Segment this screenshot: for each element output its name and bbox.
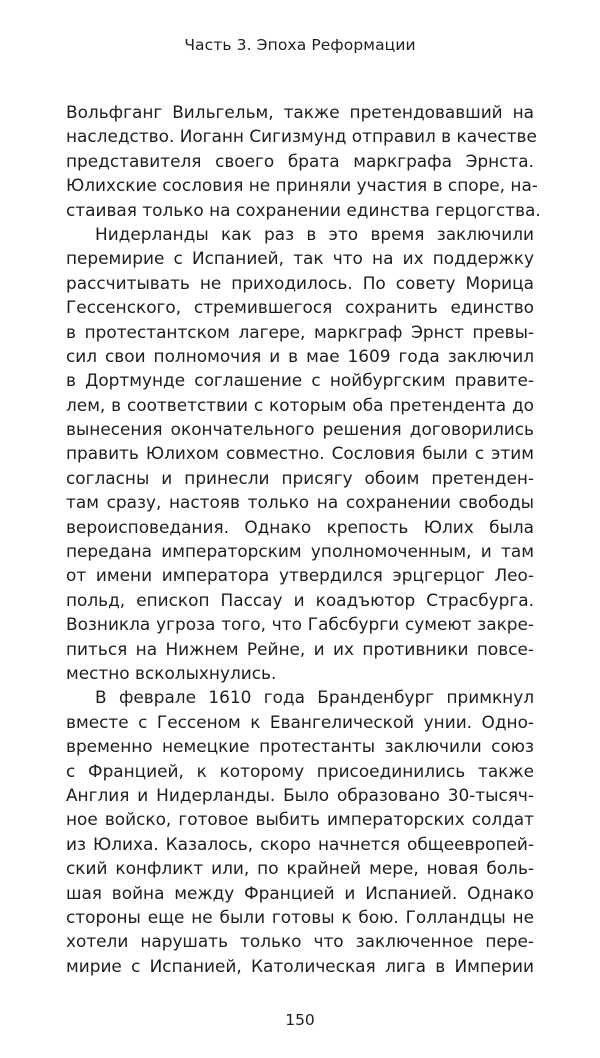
text-line: стаивая только на сохранении единства герцогства. [66, 199, 541, 220]
text-line: сил свои полномочия и в мае 1609 года заключил [66, 345, 534, 366]
text-line: ский конфликт или, по крайней мере, новая боль- [66, 858, 534, 879]
text-line: вместе с Гессеном к Евангелической унии. Одно- [66, 711, 534, 732]
text-line: Возникла угроза того, что Габсбурги сумеют закре- [66, 614, 534, 635]
text-line: Вольфганг Вильгельм, также претендовавший на [66, 102, 534, 122]
text-line: передана императорским уполномоченным, и там [66, 541, 534, 562]
text-line: из Юлиха. Казалось, скоро начнется общеевропей- [66, 833, 534, 854]
text-line: лем, в соответствии с которым оба претендента до [66, 394, 534, 415]
text-line: Юлихские сословия не приняли участия в споре, на- [66, 175, 538, 196]
text-line: мирие с Испанией, Католическая лига в Империи [66, 955, 534, 976]
text-line: наследство. Иоганн Сигизмунд отправил в качестве [66, 126, 537, 147]
text-line: рассчитывать не приходилось. По совету Морица [66, 272, 534, 293]
text-line: польд, епископ Пассау и коадъютор Страсбурга. [66, 589, 534, 610]
text-line: В феврале 1610 года Бранденбург примкнул [95, 687, 534, 708]
running-header: Часть 3. Эпоха Реформации [184, 36, 416, 54]
text-line: ное войско, готовое выбить императорских солдат [66, 809, 534, 830]
text-line: вероисповедания. Однако крепость Юлих была [66, 516, 534, 537]
text-line: в Дортмунде соглашение с нойбургским правите- [66, 370, 534, 391]
text-line: стороны еще не были готовы к бою. Голландцы не [66, 906, 534, 927]
text-line: хотели нарушать только что заключенное пере- [66, 931, 534, 952]
text-line: Нидерланды как раз в это время заключили [95, 223, 534, 244]
text-line: вынесения окончательного решения договорились [66, 419, 534, 440]
text-line: Гессенского, стремившегося сохранить единство [66, 297, 534, 318]
paragraph [66, 222, 534, 685]
text-line: питься на Нижнем Рейне, и их противники повсе- [66, 638, 534, 659]
body-text [66, 100, 541, 978]
text-line: временно немецкие протестанты заключили союз [66, 736, 534, 757]
paragraph [66, 685, 534, 978]
text-line: от имени императора утвердился эрцгерцог Лео- [66, 565, 534, 586]
paragraph [66, 100, 541, 222]
text-line: представителя своего брата маркграфа Эрнста. [66, 150, 534, 171]
text-line: в протестантском лагере, маркграф Эрнст превы- [66, 321, 534, 342]
text-line: с Францией, к которому присоединились также [66, 760, 534, 781]
page-number: 150 [285, 1011, 315, 1029]
text-line: местно всколыхнулись. [66, 662, 277, 683]
text-line: согласны и принесли присягу обоим претенден- [66, 467, 534, 488]
text-line: шая война между Францией и Испанией. Однако [66, 882, 534, 903]
text-line: править Юлихом совместно. Сословия были с этим [66, 443, 534, 464]
text-line: Англия и Нидерланды. Было образовано 30-тысяч- [66, 784, 534, 805]
text-line: перемирие с Испанией, так что на их поддержку [66, 248, 534, 269]
text-line: там сразу, настояв только на сохранении свободы [66, 492, 534, 513]
